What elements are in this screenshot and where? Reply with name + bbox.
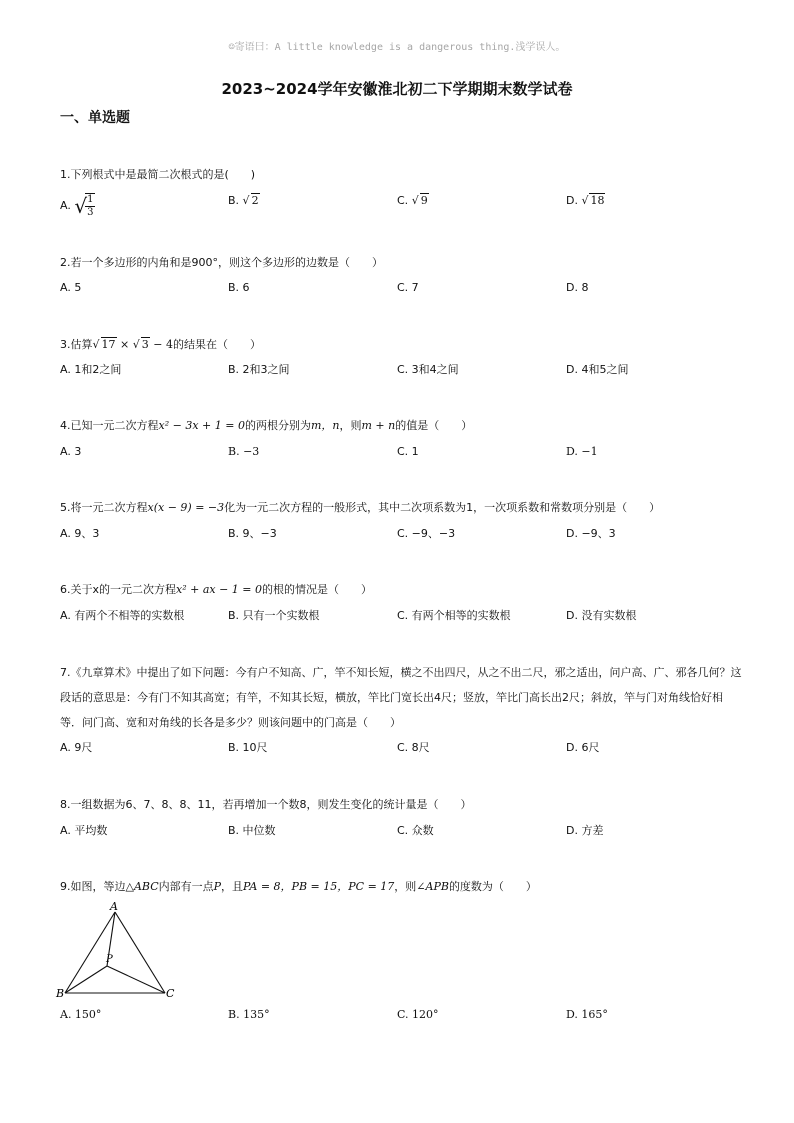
edge-ab [65,912,115,993]
question-1-option-c: C. √ 9 [397,194,428,207]
question-4-option-c: C. 1 [397,445,419,458]
question-7-stem: 7.《九章算术》中提出了如下问题：今有户不知高、广，竿不知长短，横之不出四尺，从之不出二尺，邪之适出，问户高、广、邪各几何？这段话的意思是：今有门不知其高宽；有竿，不知其长短，横放，竿比门宽长出4尺；竖放，竿比门高长出2尺；斜放，竿与门对角线恰好相等．问门高、宽和对角线的长各是多少？则该问题中的门高是（ ） [60,666,742,729]
question-3-option-d: D. 4和5之间 [566,363,629,376]
motto-header: ☺寄语曰：A little knowledge is a dangerous thing.浅学误人。 [228,42,566,53]
question-8-option-d: D. 方差 [566,824,604,837]
question-8-option-c: C. 众数 [397,824,434,837]
question-5-stem: 5.将一元二次方程x(x − 9) = −3化为一元二次方程的一般形式，其中二次项系数为1，一次项系数和常数项分别是（ ） [60,501,661,514]
vertex-label-b: B [56,987,65,1000]
question-6-stem: 6.关于x的一元二次方程x² + ax − 1 = 0的根的情况是（ ） [60,583,373,596]
question-6-option-a: A. 有两个不相等的实数根 [60,609,185,622]
question-2-option-c: C. 7 [397,281,419,294]
vertex-label-c: C [166,987,175,1000]
fraction: $\frac{1}{3}$ [87,194,94,218]
question-4-option-a: A. 3 [60,445,82,458]
option-label: A. [60,199,71,212]
question-3-option-a: A. 1和2之间 [60,363,122,376]
question-8-option-b: B. 中位数 [228,824,276,837]
question-1-option-b: B. √ 2 [228,194,259,207]
question-3-stem: 3.估算√ 17 × √ 3 − 4的结果在（ ） [60,338,261,351]
question-9-option-c: C. 120° [397,1008,439,1021]
question-3-option-c: C. 3和4之间 [397,363,459,376]
question-9-option-b: B. 135° [228,1008,270,1021]
vertex-label-a: A [110,900,118,913]
question-2-option-d: D. 8 [566,281,589,294]
question-8-stem: 8.一组数据为6、7、8、8、11，若再增加一个数8，则发生变化的统计量是（ ） [60,798,472,811]
question-2-option-b: B. 6 [228,281,250,294]
question-2-stem: 2.若一个多边形的内角和是900°，则这个多边形的边数是（ ） [60,256,383,269]
question-5-option-c: C. −9、−3 [397,527,456,540]
question-7-option-d: D. 6尺 [566,741,600,754]
question-7-option-a: A. 9尺 [60,741,93,754]
question-7-option-b: B. 10尺 [228,741,268,754]
question-9-option-a: A. 150° [60,1008,102,1021]
section-heading: 一、单选题 [60,110,130,126]
question-8-option-a: A. 平均数 [60,824,108,837]
question-6-option-b: B. 只有一个实数根 [228,609,320,622]
segment-pb [65,966,107,993]
question-4-option-b: B. −3 [228,445,260,458]
question-9-stem: 9.如图，等边△ABC内部有一点P，且PA = 8，PB = 15，PC = 17，则∠APB的度数为（ ） [60,880,537,893]
triangle-figure [52,898,182,1004]
question-6-option-d: D. 没有实数根 [566,609,637,622]
question-1-option-a: A. √ $\frac{1}{3}$ [60,194,94,218]
point-label-p: P [106,954,113,965]
question-4-stem: 4.已知一元二次方程x² − 3x + 1 = 0的两根分别为m，n，则m + n的值是（ ） [60,419,473,432]
question-5-option-b: B. 9、−3 [228,527,277,540]
page-title: 2023~2024学年安徽淮北初二下学期期末数学试卷 [221,80,573,98]
question-1-stem: 1.下列根式中是最简二次根式的是( ) [60,168,256,181]
question-2-option-a: A. 5 [60,281,82,294]
question-7-option-c: C. 8尺 [397,741,430,754]
question-4-option-d: D. −1 [566,445,598,458]
question-6-option-c: C. 有两个相等的实数根 [397,609,511,622]
question-1-option-d: D. √ 18 [566,194,605,207]
question-9-option-d: D. 165° [566,1008,608,1021]
question-5-option-a: A. 9、3 [60,527,100,540]
question-5-option-d: D. −9、3 [566,527,616,540]
question-3-option-b: B. 2和3之间 [228,363,290,376]
